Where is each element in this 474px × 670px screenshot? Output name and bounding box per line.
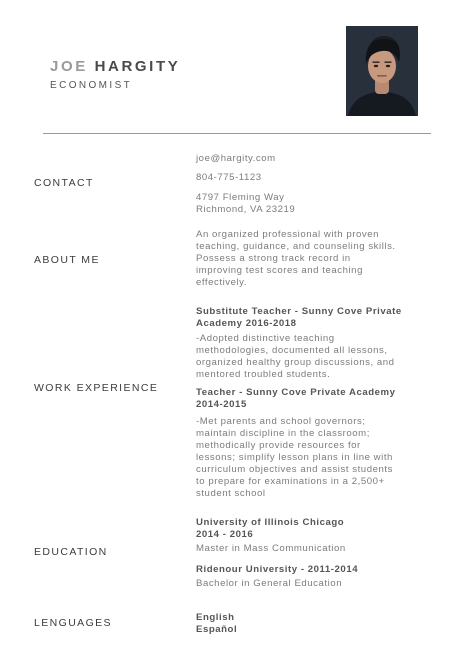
job-heading — [196, 387, 444, 411]
about-line: teaching, guidance, and counseling skills. — [196, 241, 396, 252]
address-line: 4797 Fleming Way — [196, 192, 285, 203]
job-desc-line: to prepare for examinations in a 2,500+ — [196, 476, 385, 487]
first-name: JOE — [50, 58, 88, 75]
school-heading — [196, 564, 444, 576]
job-desc-line: -Met parents and school governors; — [196, 416, 366, 427]
job-desc-line: mentored troubled students. — [196, 369, 331, 380]
last-name: HARGITY — [94, 58, 181, 75]
school-degree: Master in Mass Communication — [196, 543, 346, 554]
job-title: ECONOMIST — [50, 80, 133, 91]
profile-photo — [346, 26, 418, 116]
about-text — [196, 229, 444, 289]
school-heading-line: Ridenour University - 2011-2014 — [196, 564, 359, 575]
job-description — [196, 333, 444, 381]
portrait-image — [346, 26, 418, 116]
job-desc-line: student school — [196, 488, 266, 499]
section-label-languages: LENGUAGES — [34, 617, 112, 629]
job-heading-line: Substitute Teacher - Sunny Cove Private — [196, 306, 402, 317]
school-heading-line: 2014 - 2016 — [196, 529, 254, 540]
section-label-contact: CONTACT — [34, 177, 94, 189]
section-label-work: WORK EXPERIENCE — [34, 382, 159, 394]
section-label-education: EDUCATION — [34, 546, 108, 558]
about-line: Possess a strong track record in — [196, 253, 351, 264]
job-heading-line: Academy 2016-2018 — [196, 318, 297, 329]
job-description — [196, 416, 444, 500]
contact-phone: 804-775-1123 — [196, 172, 262, 183]
about-line: effectively. — [196, 277, 248, 288]
job-desc-line: methodically provide resources for — [196, 440, 361, 451]
language-item: Español — [196, 624, 238, 635]
language-list — [196, 612, 444, 636]
job-heading — [196, 306, 444, 330]
contact-address — [196, 192, 444, 216]
full-name — [50, 58, 180, 75]
job-desc-line: methodologies, documented all lessons, — [196, 345, 388, 356]
language-item: English — [196, 612, 235, 623]
contact-email: joe@hargity.com — [196, 153, 276, 164]
job-desc-line: organized healthy group discussions, and — [196, 357, 395, 368]
job-desc-line: maintain discipline in the classroom; — [196, 428, 370, 439]
school-heading — [196, 517, 444, 541]
section-label-about: ABOUT ME — [34, 254, 100, 266]
job-desc-line: lessons; simplify lesson plans in line with — [196, 452, 393, 463]
job-heading-line: Teacher - Sunny Cove Private Academy — [196, 387, 396, 398]
school-degree: Bachelor in General Education — [196, 578, 343, 589]
about-line: An organized professional with proven — [196, 229, 380, 240]
address-line: Richmond, VA 23219 — [196, 204, 296, 215]
header-divider — [43, 133, 431, 134]
job-heading-line: 2014-2015 — [196, 399, 247, 410]
job-desc-line: curriculum objectives and assist students — [196, 464, 393, 475]
school-heading-line: University of Illinois Chicago — [196, 517, 345, 528]
job-desc-line: -Adopted distinctive teaching — [196, 333, 335, 344]
about-line: improving test scores and teaching — [196, 265, 363, 276]
